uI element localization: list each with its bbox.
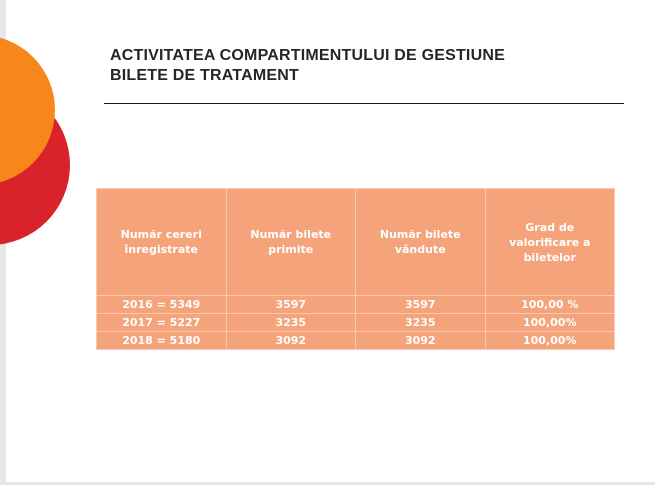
decorative-circles	[0, 0, 80, 260]
cell-utilization: 100,00%	[485, 314, 615, 332]
cell-received: 3235	[226, 314, 356, 332]
cell-requests: 2016 = 5349	[97, 296, 227, 314]
cell-sold: 3597	[356, 296, 486, 314]
cell-utilization: 100,00 %	[485, 296, 615, 314]
slide-title-line-1: ACTIVITATEA COMPARTIMENTULUI DE GESTIUNE	[110, 47, 505, 64]
cell-utilization: 100,00%	[485, 332, 615, 350]
cell-sold: 3235	[356, 314, 486, 332]
cell-received: 3597	[226, 296, 356, 314]
table-row	[97, 296, 615, 314]
header-sold: Număr bilete vândute	[356, 189, 486, 296]
table-row	[97, 332, 615, 350]
title-underline	[104, 103, 624, 104]
cell-requests: 2018 = 5180	[97, 332, 227, 350]
header-utilization: Grad de valorificare a biletelor	[485, 189, 615, 296]
table-row	[97, 314, 615, 332]
slide-title-line-2: BILETE DE TRATAMENT	[110, 67, 299, 84]
header-received: Număr bilete primite	[226, 189, 356, 296]
cell-received: 3092	[226, 332, 356, 350]
cell-sold: 3092	[356, 332, 486, 350]
tickets-table-container	[96, 188, 615, 350]
table-header-row	[97, 189, 615, 296]
slide-title	[110, 46, 610, 86]
header-requests: Număr cereri înregistrate	[97, 189, 227, 296]
tickets-table	[96, 188, 615, 350]
cell-requests: 2017 = 5227	[97, 314, 227, 332]
